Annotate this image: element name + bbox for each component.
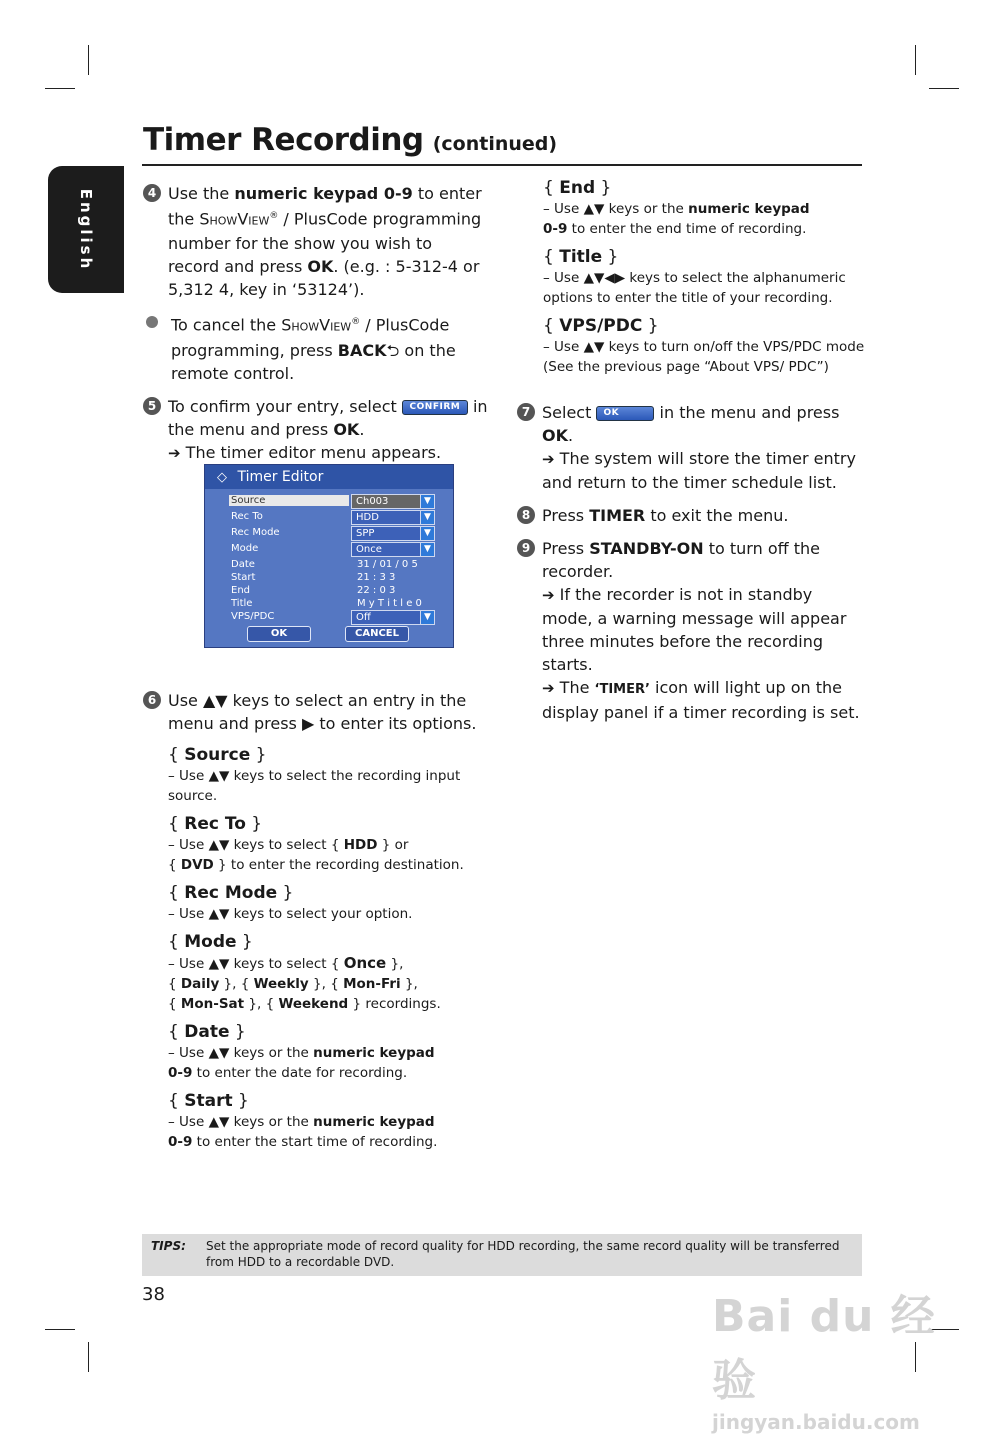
text: – Use	[543, 201, 584, 217]
text-smallcaps: IEW	[248, 214, 270, 228]
text: Use	[168, 690, 203, 710]
step-4	[143, 182, 488, 301]
chevron-down-icon[interactable]: ▼	[420, 542, 435, 557]
text: to enter the date for recording.	[192, 1064, 408, 1081]
option-title: VPS/PDC	[559, 316, 643, 336]
option-date: { Date } – Use ▲▼ keys or the numeric keypad 0-9 to enter the date for recording.	[168, 1021, 435, 1081]
option-start: { Start } – Use ▲▼ keys or the numeric keypad 0-9 to enter the start time of recording.	[168, 1090, 438, 1150]
chevron-down-icon[interactable]: ▼	[420, 526, 435, 541]
right-key-icon: ▶	[301, 713, 315, 733]
text: Press	[542, 506, 590, 525]
option-rec-to: { Rec To } – Use ▲▼ keys to select { HDD } or { DVD } to enter the recording destination.	[168, 813, 464, 873]
text: keys to select the alphanumeric options to enter the title of your recording.	[543, 270, 846, 306]
timer-editor-screen	[204, 464, 454, 648]
text: {	[168, 856, 181, 873]
timer-editor-header	[205, 465, 453, 489]
up-down-keys-icon: ▲▼	[208, 836, 230, 853]
timer-editor-row-value: 31 / 01 / 0 5	[357, 559, 418, 570]
option-title: Rec Mode	[184, 882, 278, 903]
crop-mark	[88, 45, 89, 75]
text: keys or the	[229, 1113, 314, 1130]
timer-editor-row[interactable]	[205, 509, 453, 525]
ok-button-image: OK	[596, 406, 654, 421]
watermark-sub: jingyan.baidu.com	[712, 1410, 920, 1434]
title-rule	[142, 164, 862, 166]
text-bold: DVD	[180, 856, 214, 873]
timer-editor-row[interactable]	[205, 583, 453, 596]
timer-editor-dropdown[interactable]	[351, 610, 435, 625]
crop-mark	[929, 88, 959, 89]
up-down-keys-icon: ▲▼	[208, 905, 230, 922]
option-rec-mode: { Rec Mode } – Use ▲▼ keys to select your option.	[168, 882, 413, 922]
chevron-down-icon[interactable]: ▼	[420, 510, 435, 525]
result-text: The timer editor menu appears.	[185, 442, 442, 462]
page-title-main: Timer Recording	[143, 122, 424, 158]
timer-editor-row[interactable]	[205, 557, 453, 570]
text: – Use	[168, 905, 209, 922]
text-bold: numeric keypad	[313, 1044, 435, 1061]
option-vps-pdc: { VPS/PDC } – Use ▲▼ keys to turn on/off the VPS/PDC mode (See the previous page “About VPS/ PDC”)	[543, 316, 865, 375]
cancel-note	[143, 311, 488, 384]
option-end: { End } – Use ▲▼ keys or the numeric keypad 0-9 to enter the end time of recording.	[543, 178, 810, 237]
arrow-icon: ➔	[168, 443, 181, 462]
text-bold: BACK	[337, 340, 387, 360]
step-number: 4	[143, 184, 161, 202]
back-icon: ⮌	[386, 340, 400, 360]
crop-mark	[45, 88, 75, 89]
up-down-keys-icon: ▲▼	[583, 339, 605, 355]
timer-editor-row-label: End	[231, 585, 251, 596]
page-title	[143, 122, 557, 158]
text: V	[237, 209, 249, 229]
text: keys to select {	[229, 955, 344, 972]
arrow-icon: ➔	[542, 586, 555, 604]
page-number: 38	[142, 1284, 165, 1305]
step-8	[517, 504, 867, 527]
timer-editor-row[interactable]	[205, 596, 453, 609]
option-title: Mode	[184, 931, 237, 952]
timer-editor-title: Timer Editor	[237, 469, 324, 485]
text: to enter the end time of recording.	[567, 221, 807, 237]
text: / PlusCode programming, press	[171, 315, 450, 360]
text: on the remote control.	[171, 340, 456, 383]
text: / PlusCode programming number for the show you wish to record and press	[168, 209, 482, 277]
right-column	[517, 178, 867, 734]
timer-editor-row-label: VPS/PDC	[231, 611, 275, 622]
text-bold: TIMER	[589, 506, 646, 525]
option-title: Start	[184, 1090, 233, 1111]
timer-editor-cancel-button[interactable]: CANCEL	[345, 626, 409, 642]
text: – Use	[168, 1044, 209, 1061]
left-column	[143, 182, 488, 1152]
step-number: 6	[143, 691, 161, 709]
text: – Use	[168, 1113, 209, 1130]
timer-editor-row-label: Rec Mode	[231, 527, 280, 538]
step-number: 8	[517, 506, 535, 524]
text-bold: numeric keypad	[688, 201, 810, 217]
language-tab-label: English	[77, 188, 95, 271]
text: . (e.g. : 5-312-4 or 5,312 4, key in ‘53124’).	[168, 257, 480, 300]
up-down-keys-icon: ▲▼	[208, 955, 230, 972]
timer-editor-row-value: 22 : 0 3	[357, 585, 396, 596]
step-9	[517, 537, 867, 724]
timer-editor-row-label: Date	[231, 559, 255, 570]
timer-editor-row-label: Title	[231, 598, 253, 609]
bullet-icon	[146, 316, 158, 328]
text-bold: Mon-Fri	[343, 975, 401, 992]
text-bold: Daily	[180, 975, 220, 992]
text-bold: 0-9	[168, 1064, 193, 1081]
option-title: Rec To	[184, 813, 246, 834]
text: keys to select an entry in the menu and press	[168, 690, 467, 733]
registered-mark: ®	[269, 211, 279, 221]
text-bold: OK	[307, 257, 334, 277]
text: keys to turn on/off the VPS/PDC mode (See the previous page “About VPS/ PDC”)	[543, 339, 865, 375]
tips-text: Set the appropriate mode of record quality for HDD recording, the same record quality will be transferred from HDD to a recordable DVD.	[206, 1239, 840, 1269]
text-bold: numeric keypad	[313, 1113, 435, 1130]
text: icon will light up on the display panel if a timer recording is set.	[542, 678, 860, 722]
timer-editor-row-value: M y T i t l e 0	[357, 598, 422, 609]
crop-mark	[45, 1329, 75, 1330]
option-title: Date	[184, 1021, 230, 1042]
option-title: { Title } – Use ▲▼◀▶ keys to select the alphanumeric options to enter the title of your recording.	[543, 247, 846, 306]
text: – Use	[543, 270, 584, 286]
text: V	[319, 315, 331, 335]
text-bold: 0-9	[543, 221, 568, 237]
option-title: End	[559, 178, 596, 198]
timer-editor-rows	[205, 493, 453, 625]
timer-editor-row-label: Source	[229, 495, 349, 506]
text-smallcaps: IEW	[330, 320, 352, 334]
up-down-keys-icon: ▲▼	[583, 201, 605, 217]
crop-mark	[915, 45, 916, 75]
watermark	[712, 1280, 952, 1434]
text-smallcaps: HOW	[209, 214, 238, 228]
text: .	[359, 419, 365, 439]
arrow-icon: ➔	[542, 450, 555, 468]
text: to enter the S	[168, 184, 482, 229]
arrow-keys-icon: ▲▼◀▶	[583, 270, 626, 286]
text-bold: OK	[333, 419, 360, 439]
timer-editor-ok-button[interactable]: OK	[247, 626, 311, 642]
option-title: Source	[184, 744, 251, 765]
text: – Use	[168, 767, 209, 784]
text-bold: STANDBY-ON	[589, 539, 704, 558]
text: in the menu and press	[654, 403, 840, 422]
text: to enter its options.	[314, 713, 477, 733]
timer-editor-row[interactable]	[205, 541, 453, 557]
timer-editor-dropdown[interactable]	[351, 542, 435, 557]
up-down-keys-icon: ▲▼	[208, 1113, 230, 1130]
text: – Use	[168, 955, 209, 972]
option-source: { Source } – Use ▲▼ keys to select the recording input source.	[168, 744, 461, 804]
text: Select	[542, 403, 597, 422]
timer-editor-row[interactable]	[205, 493, 453, 509]
up-down-keys-icon: ▲▼	[208, 1044, 230, 1061]
chevron-down-icon[interactable]: ▼	[420, 610, 435, 625]
option-title: Title	[559, 247, 603, 267]
chevron-down-icon[interactable]: ▼	[420, 494, 435, 509]
tips-box	[142, 1234, 862, 1276]
text: keys to select your option.	[229, 905, 413, 922]
text: To confirm your entry, select	[168, 396, 402, 416]
step-6	[143, 689, 488, 735]
timer-editor-row-value: Once	[356, 544, 382, 555]
text: Use the	[168, 184, 235, 203]
timer-editor-row-value: Off	[356, 612, 371, 623]
text: keys to select the recording input source.	[168, 767, 461, 804]
text: – Use	[543, 339, 584, 355]
step-number: 9	[517, 539, 535, 557]
text: recordings.	[361, 995, 441, 1012]
crop-mark	[88, 1342, 89, 1372]
text: .	[568, 426, 574, 445]
text-bold: Once	[343, 953, 387, 972]
timer-editor-row-value: HDD	[356, 512, 379, 523]
text: } or	[377, 836, 409, 853]
text: The	[559, 678, 595, 697]
watermark-main: Bai du 经验	[712, 1291, 936, 1406]
text-bold: 0-9	[168, 1133, 193, 1150]
text-bold: numeric keypad 0-9	[234, 184, 413, 203]
text: in the menu and press	[168, 396, 488, 439]
timer-editor-row[interactable]	[205, 570, 453, 583]
up-down-keys-icon: ▲▼	[202, 690, 228, 710]
timer-editor-row-label: Mode	[231, 543, 259, 554]
option-mode: { Mode } – Use ▲▼ keys to select { Once }, { Daily }, { Weekly }, { Mon-Fri }, { Mon-Sat }, { Weekend } recordings.	[168, 931, 441, 1012]
text-smallcaps: HOW	[291, 320, 320, 334]
timer-editor-row-label: Start	[231, 572, 256, 583]
page-title-suffix: (continued)	[432, 133, 558, 155]
timer-editor-row-value: 21 : 3 3	[357, 572, 396, 583]
text-bold: OK	[542, 426, 568, 445]
timer-editor-dropdown[interactable]	[351, 494, 435, 509]
step-5	[143, 395, 488, 465]
text: keys or the	[229, 1044, 314, 1061]
step-number: 5	[143, 397, 161, 415]
timer-editor-row-label: Rec To	[231, 511, 263, 522]
result-text: The system will store the timer entry and return to the timer schedule list.	[542, 449, 856, 492]
text: to exit the menu.	[645, 506, 789, 525]
diamond-icon: ◇	[217, 470, 227, 485]
text: keys or the	[604, 201, 689, 217]
timer-editor-row[interactable]	[205, 609, 453, 625]
text: },	[386, 955, 404, 972]
timer-editor-row-value: SPP	[356, 528, 375, 539]
confirm-button-image: CONFIRM	[402, 400, 468, 415]
text-bold: Mon-Sat	[180, 995, 245, 1012]
text: to enter the start time of recording.	[192, 1133, 438, 1150]
registered-mark: ®	[351, 317, 361, 328]
timer-editor-row[interactable]	[205, 525, 453, 541]
timer-editor-row-value: Ch003	[356, 496, 389, 507]
step-number: 7	[517, 403, 535, 421]
text: Press	[542, 539, 590, 558]
step-7	[517, 401, 867, 494]
result-text: If the recorder is not in standby mode, a warning message will appear three minutes before the recording starts.	[542, 585, 847, 674]
up-down-keys-icon: ▲▼	[208, 767, 230, 784]
timer-editor-dropdown[interactable]	[351, 510, 435, 525]
text-bold: HDD	[343, 836, 378, 853]
text: } to enter the recording destination.	[213, 856, 464, 873]
text-bold: Weekly	[253, 975, 309, 992]
text: To cancel the S	[171, 315, 292, 335]
text: – Use	[168, 836, 209, 853]
text: keys to select {	[229, 836, 344, 853]
language-tab	[48, 166, 124, 293]
text-bold: Weekend	[278, 995, 349, 1012]
tips-label: TIPS:	[151, 1239, 186, 1253]
text-bold: ‘TIMER’	[594, 682, 650, 697]
timer-editor-dropdown[interactable]	[351, 526, 435, 541]
arrow-icon: ➔	[542, 679, 555, 697]
text: to turn off the recorder.	[542, 539, 820, 581]
